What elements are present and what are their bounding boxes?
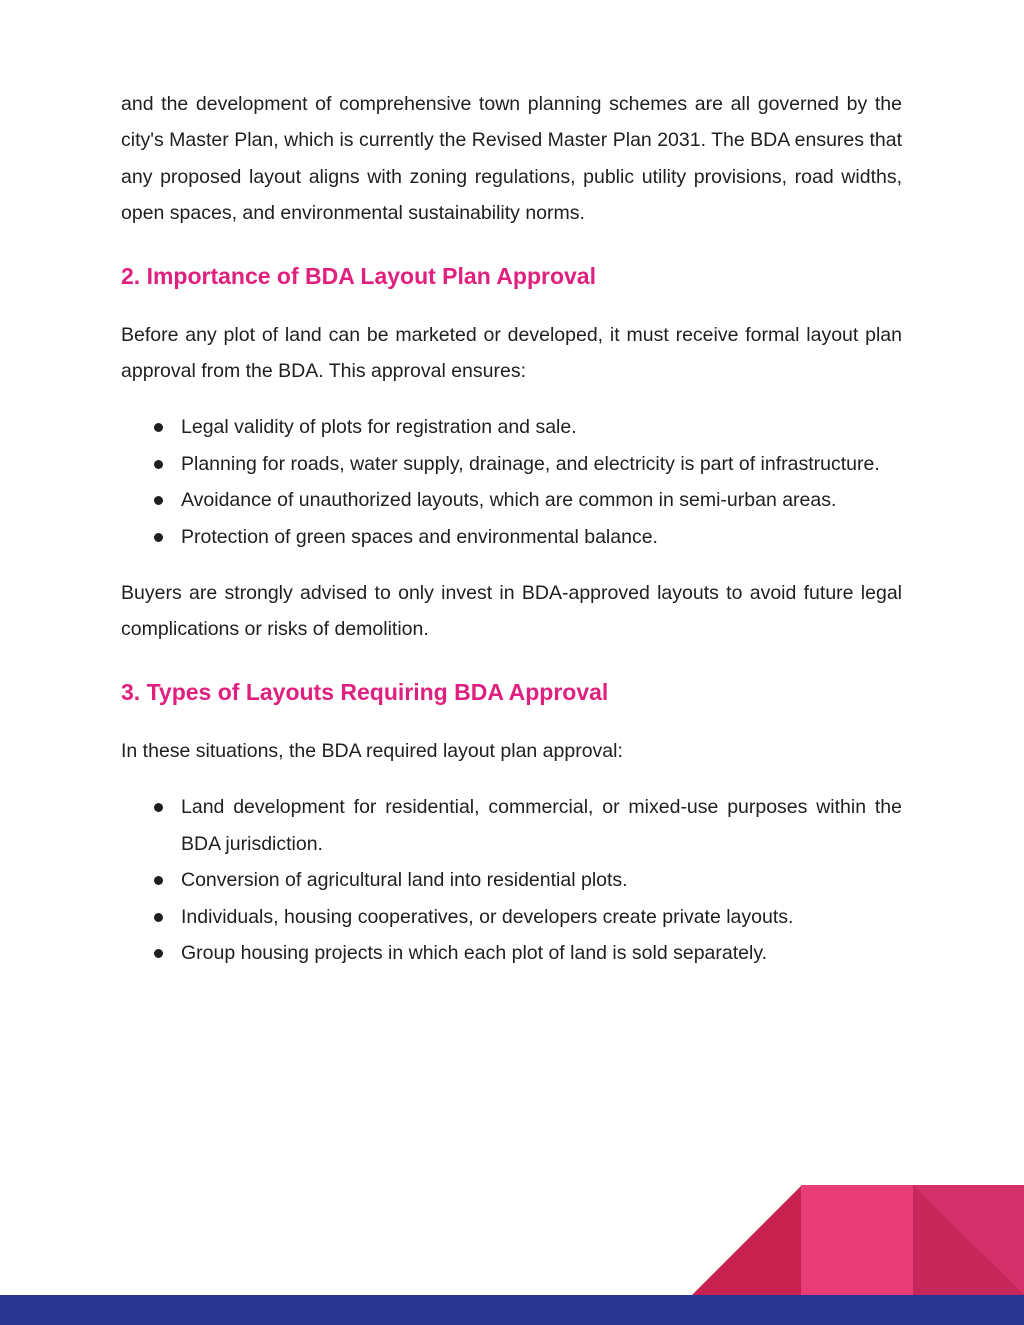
section-3-heading: 3. Types of Layouts Requiring BDA Approval [121,678,609,705]
section-3-bullet-list [121,789,902,971]
corner-triangle-dark [692,1185,802,1295]
bullet-icon [154,496,163,505]
bullet-icon [154,803,163,812]
list-item [121,519,902,555]
section-2-bullet-list [121,409,902,555]
bullet-icon [154,913,163,922]
list-item-text: Protection of green spaces and environmental balance. [181,525,658,548]
list-item [121,862,902,898]
list-item-text: Group housing projects in which each plot of land is sold separately. [181,941,768,964]
section-3-intro: In these situations, the BDA required layout plan approval: [121,739,623,762]
intro-paragraph: and the development of comprehensive town planning schemes are all governed by the city's Master Plan, which is currently the Revised Master Plan 2031. The BDA ensures that any proposed layout aligns with zoning regulations, public utility provisions, road widths, open spaces, and environmental sustainability norms. [121,93,902,225]
list-item [121,446,902,482]
bullet-icon [154,949,163,958]
document-body [121,86,902,971]
bullet-icon [154,460,163,469]
bullet-icon [154,533,163,542]
list-item [121,899,902,935]
list-item-text: Avoidance of unauthorized layouts, which are common in semi-urban areas. [181,489,837,512]
list-item [121,935,902,971]
section-2-heading: 2. Importance of BDA Layout Plan Approval [121,262,596,289]
list-item-text: Conversion of agricultural land into residential plots. [181,869,628,892]
bullet-icon [154,876,163,885]
list-item-text: Legal validity of plots for registration and sale. [181,416,577,439]
corner-shadow-triangle [913,1185,1024,1295]
corner-block-pink [801,1185,914,1295]
list-item-text: Land development for residential, commercial, or mixed-use purposes within the BDA jurisdiction. [181,796,902,855]
section-2-intro: Before any plot of land can be marketed or developed, it must receive formal layout plan approval from the BDA. This approval ensures: [121,323,902,383]
corner-block-magenta [913,1185,1024,1295]
bullet-icon [154,423,163,432]
section-2-closing: Buyers are strongly advised to only invest in BDA-approved layouts to avoid future legal complications or risks of demolition. [121,582,902,641]
list-item-text: Individuals, housing cooperatives, or developers create private layouts. [181,905,794,928]
list-item-text: Planning for roads, water supply, drainage, and electricity is part of infrastructure. [181,452,880,475]
list-item [121,409,902,445]
footer-bar [0,1295,1024,1325]
list-item [121,482,902,518]
list-item [121,789,902,862]
